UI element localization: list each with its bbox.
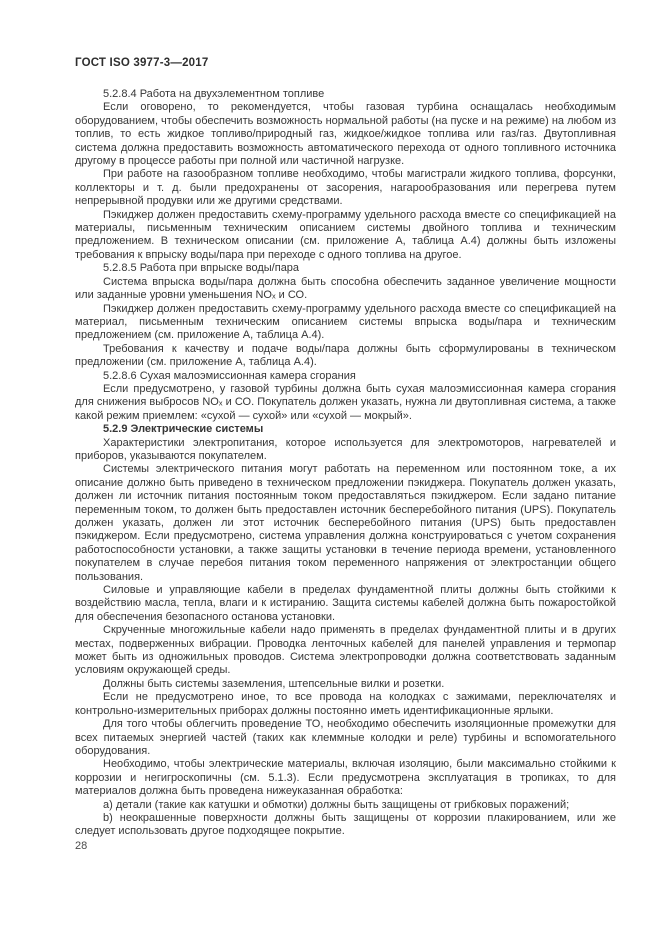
paragraph: Системы электрического питания могут работать на переменном или постоянном токе, а их описание должно быть приведено в техническом предложении пэкиджера. Покупатель должен указать, должен ли источник питания постоянным током предоставляться пэкиджером. Если задано питание переменным током, то должен быть предоставлен источник бесперебойного питания (UPS). Покупатель должен указать, должен ли этот источник бесперебойного питания (UPS) быть предоставлен пэкиджером. Если предусмотрено, система управления должна конструироваться с учетом сохранения работоспособности установки, а также защиты установки в течение периода времени, установленного покупателем в случае перебоя питания током переменного напряжения от электростанции общего пользования. [75,463,616,583]
paragraph: Пэкиджер должен предоставить схему-программу удельного расхода вместе со спецификацией на материал, письменным техническим описанием системы впрыска воды/пара и техническим предложением (см. приложение А, таблица А.4). [75,302,616,342]
paragraph: Силовые и управляющие кабели в пределах фундаментной плиты должны быть стойкими к воздействию масла, тепла, влаги и к истиранию. Защита системы кабелей должна быть пожаростойкой для обеспечения безопасного останова установки. [75,584,616,623]
document-body [75,88,616,839]
paragraph: Если оговорено, то рекомендуется, чтобы газовая турбина оснащалась необходимым оборудованием, чтобы обеспечить возможность нормальной работы (на пуске и на режиме) на любом из топлив, то есть жидкое топливо/природный газ, жидкое/жидкое топлива или газ/газ. Двутопливная система должна предоставить возможность автоматического перехода от одного топливного источника другому в процессе работы при полной или частичной нагрузке. [75,101,616,168]
paragraph: Если не предусмотрено иное, то все провода на колодках с зажимами, переключателях и контрольно-измерительных приборах должны постоянно иметь идентификационные ярлыки. [75,691,616,717]
standard-number-header: ГОСТ ISO 3977-3—2017 [75,57,209,69]
list-item: b) неокрашенные поверхности должны быть защищены от коррозии плакированием, или же следует использовать другое подходящее покрытие. [75,811,616,838]
page-number: 28 [75,840,88,852]
paragraph: Необходимо, чтобы электрические материалы, включая изоляцию, были максимально стойкими к коррозии и негигроскопичны (см. 5.1.3). Если предусмотрена эксплуатация в тропиках, то для материалов должна быть проведена нижеуказанная обработка: [75,758,616,798]
section-heading: 5.2.8.6 Сухая малоэмиссионная камера сгорания [103,369,356,382]
paragraph: Если предусмотрено, у газовой турбины должна быть сухая малоэмиссионная камера сгорания для снижения выбросов NOₓ и СО. Покупатель должен указать, нужна ли двутопливная система, а также какой режим приемлем: «сухой — сухой» или «сухой — мокрый». [75,382,616,422]
section-heading-bold: 5.2.9 Электрические системы [103,423,264,436]
section-heading: 5.2.8.5 Работа при впрыске воды/пара [103,262,300,275]
section-heading: 5.2.8.4 Работа на двухэлементном топливе [103,88,325,100]
list-item: a) детали (такие как катушки и обмотки) должны быть защищены от грибковых поражений; [103,798,570,811]
paragraph: Скрученные многожильные кабели надо применять в пределах фундаментной плиты и в других местах, подверженных вибрации. Проводка ленточных кабелей для панелей управления и термопар может быть из одножильных проводов. Система электропроводки должна соответствовать заданным условиям окружающей среды. [75,624,616,677]
paragraph: Характеристики электропитания, которое используется для электромоторов, нагревателей и приборов, указываются покупателем. [75,436,616,462]
paragraph: Система впрыска воды/пара должна быть способна обеспечить заданное увеличение мощности или заданные уровни уменьшения NOₓ и СО. [75,275,616,302]
paragraph: Требования к качеству и подаче воды/пара должны быть сформулированы в техническом предложении (см. приложение А, таблица А.4). [75,342,616,369]
paragraph: Пэкиджер должен предоставить схему-программу удельного расхода вместе со спецификацией на материалы, письменным техническим описанием системы двойного топлива и техническим предложением. В техническом описании (см. приложение А, таблица А.4) должны быть изложены требования к впрыску воды/пара при переходе с одного топлива на другое. [75,208,616,261]
paragraph: Для того чтобы облегчить проведение ТО, необходимо обеспечить изоляционные промежутки для всех питаемых энергией частей (таких как клеммные колодки и реле) турбины и вспомогательного оборудования. [75,718,616,757]
paragraph: При работе на газообразном топливе необходимо, чтобы магистрали жидкого топлива, форсунки, коллекторы и т. д. были предохранены от засорения, нагарообразования или перегрева путем непрерывной продувки или же другими средствами. [75,168,616,208]
paragraph: Должны быть системы заземления, штепсельные вилки и розетки. [103,677,445,690]
